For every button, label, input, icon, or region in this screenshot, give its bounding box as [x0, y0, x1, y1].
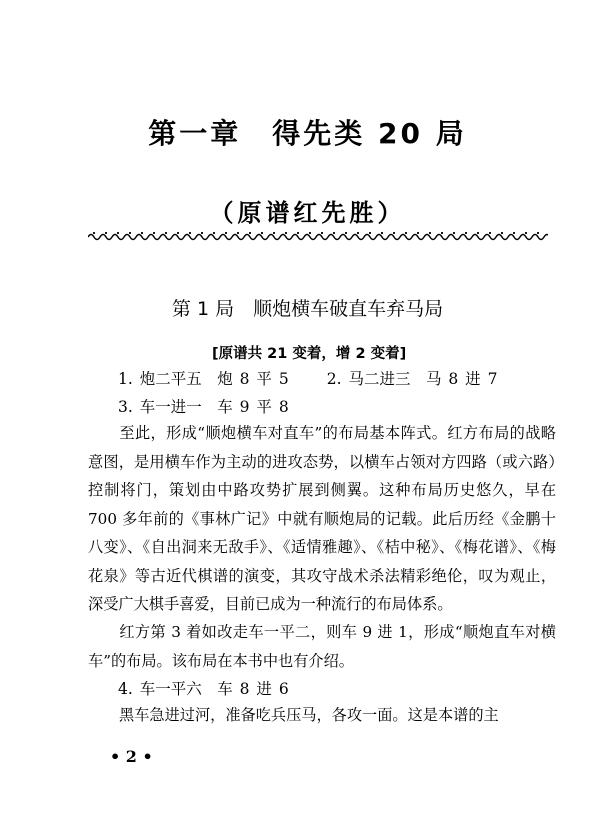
ornament-dot — [165, 232, 167, 234]
ornament-dot — [249, 232, 251, 234]
ornament-dot — [309, 232, 311, 234]
ornament-dot — [429, 232, 431, 234]
ornament-dot — [273, 232, 275, 234]
paragraph-1 — [88, 419, 556, 619]
ornament-dot — [285, 232, 287, 234]
paragraph-3 — [88, 701, 556, 730]
ornament-dot — [297, 232, 299, 234]
move-line-1 — [118, 367, 497, 389]
ornament-dot — [381, 232, 383, 234]
ornament-dot — [345, 232, 347, 234]
ornament-dot — [141, 232, 143, 234]
ornament-dot — [153, 232, 155, 234]
decorative-divider — [88, 230, 548, 244]
ornament-dot — [489, 232, 491, 234]
ornament-dot — [405, 232, 407, 234]
ornament-dot — [477, 232, 479, 234]
ornament-dot — [525, 232, 527, 234]
ornament-dot — [417, 232, 419, 234]
ornament-dot — [105, 232, 107, 234]
ornament-dot — [369, 232, 371, 234]
ornament-dot — [201, 232, 203, 234]
ornament-dot — [393, 232, 395, 234]
ornament-dot — [213, 232, 215, 234]
ornament-dot — [453, 232, 455, 234]
move-2: 2. 马二进三 马 8 进 7 — [326, 370, 498, 388]
ornament-dot — [225, 232, 227, 234]
variation-note: [原谱共 21 变着，增 2 变着] — [212, 346, 407, 362]
ornament-dot — [117, 232, 119, 234]
ornament-dot — [93, 232, 95, 234]
paragraph-1-text: 至此，形成“顺炮横车对直车”的布局基本阵式。红方布局的战略意图，是用横车作为主动的进攻态势，以横车占领对方四路（或六路）控制将门，策划由中路攻势扩展到侧翼。这种布局历史悠久，早在 700 多年前的《事林广记》中就有顺炮局的记载。此后历经《金鹏十八变》、《自出洞来无敌手》、《适情雅趣》、《桔中秘》、《梅花谱》、《梅花泉》等古近代棋谱的演变，其攻守战术杀法精彩绝伦，叹为观止，深受广大棋手喜爱，目前已成为一种流行的布局体系。 — [88, 424, 556, 613]
ornament-dot — [237, 232, 239, 234]
game-title: 第 1 局 顺炮横车破直车弃马局 — [171, 298, 444, 320]
move-line-3 — [118, 677, 289, 699]
chapter-subtitle: （原谱红先胜） — [209, 199, 406, 227]
move-1: 1. 炮二平五 炮 8 平 5 — [118, 370, 289, 388]
chapter-title: 第一章 得先类 20 局 — [148, 117, 467, 150]
ornament-dot — [357, 232, 359, 234]
move-3: 3. 车一进一 车 9 平 8 — [118, 398, 289, 416]
ornament-dot — [321, 232, 323, 234]
move-line-2 — [118, 395, 289, 417]
ornament-wave — [88, 235, 548, 240]
ornament-dot — [129, 232, 131, 234]
paragraph-3-text: 黑车急进过河，准备吃兵压马，各攻一面。这是本谱的主 — [119, 706, 499, 724]
page-number: • 2 • — [110, 747, 153, 766]
ornament-dot — [441, 232, 443, 234]
ornament-dot — [501, 232, 503, 234]
move-4: 4. 车一平六 车 8 进 6 — [118, 680, 289, 698]
paragraph-2-text: 红方第 3 着如改走车一平二，则车 9 进 1，形成“顺炮直车对横车”的布局。该布局在本书中也有介绍。 — [88, 623, 556, 670]
ornament-dot — [189, 232, 191, 234]
ornament-dot — [177, 232, 179, 234]
paragraph-2 — [88, 618, 556, 675]
ornament-dot — [465, 232, 467, 234]
ornament-dot — [513, 232, 515, 234]
ornament-dot — [333, 232, 335, 234]
ornament-dot — [537, 232, 539, 234]
ornament-dot — [261, 232, 263, 234]
